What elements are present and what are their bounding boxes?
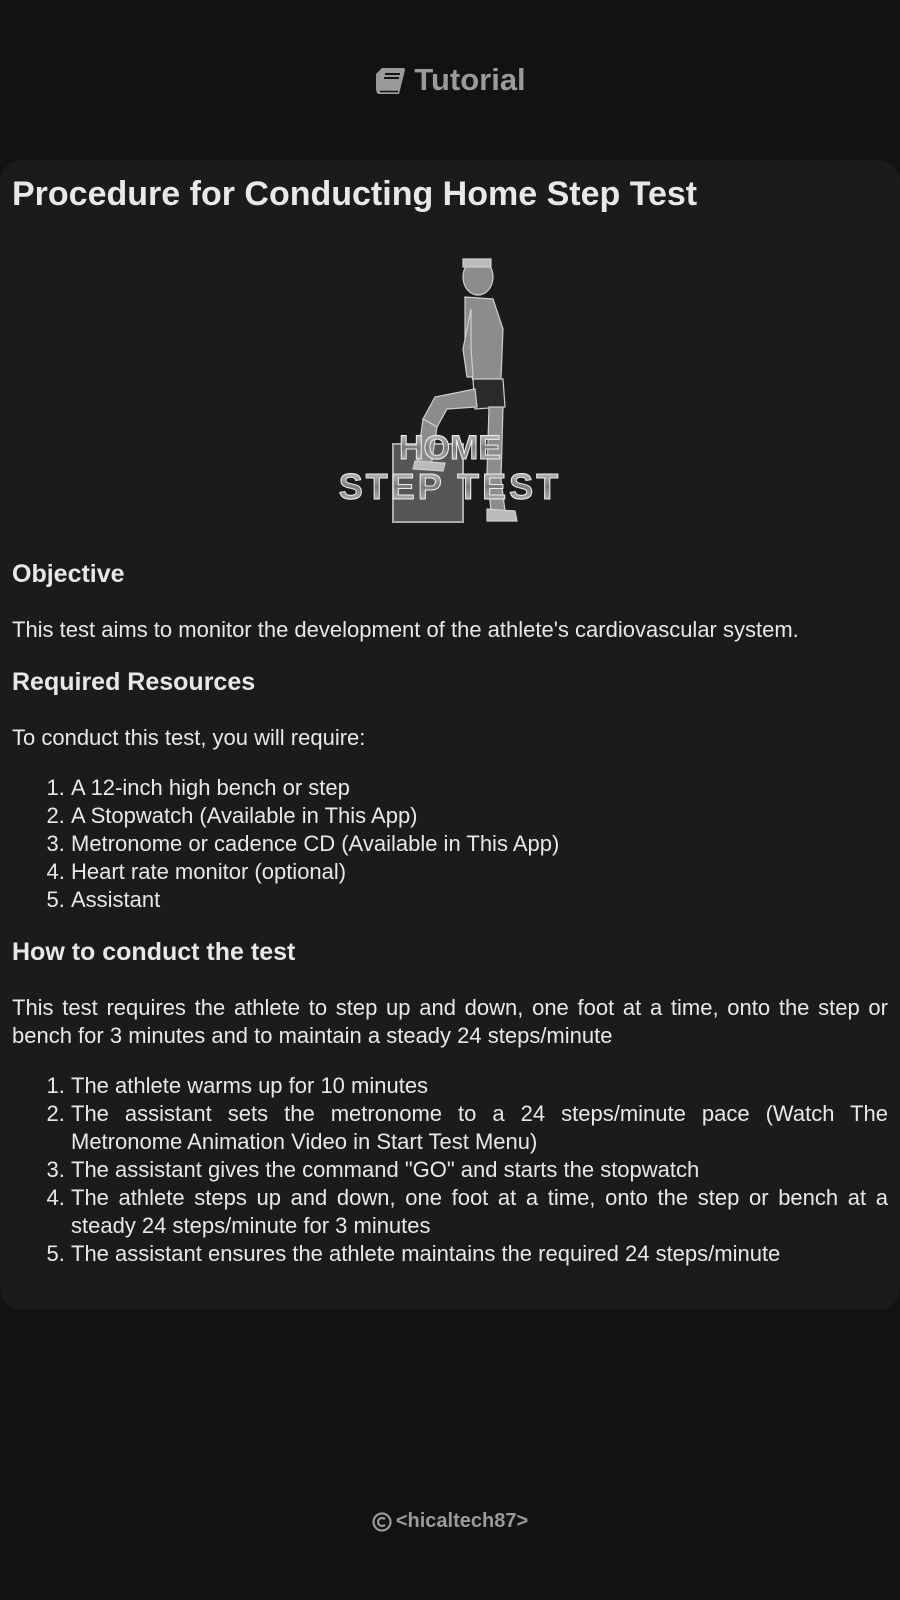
resources-list [12,774,888,914]
tutorial-card[interactable] [0,160,900,1310]
list-item: 2. The assistant sets the metronome to a 24 steps/minute pace (Watch The Metronome Animation Video in Start Test Menu) [71,1100,888,1156]
list-item: 1. The athlete warms up for 10 minutes [71,1072,888,1100]
list-item: 1. A 12-inch high bench or step [71,774,888,802]
list-item: 4. Heart rate monitor (optional) [71,858,888,886]
home-step-test-logo [0,246,900,536]
footer-text: <hicaltech87> [395,1510,529,1532]
resources-intro: To conduct this test, you will require: [12,725,366,750]
book-icon [374,66,406,96]
list-item: 3. Metronome or cadence CD (Available in This App) [71,830,888,858]
list-item: 2. A Stopwatch (Available in This App) [71,802,888,830]
objective-text: This test aims to monitor the development of the athlete's cardiovascular system. [12,617,799,642]
objective-heading: Objective [12,560,125,588]
list-item: 4. The athlete steps up and down, one foot at a time, onto the step or bench at a steady 24 steps/minute for 3 minutes [71,1184,888,1240]
logo-text-step-test: STEP TEST [338,465,562,507]
page-title: Tutorial [414,62,526,97]
page-header [0,0,900,160]
howto-intro: This test requires the athlete to step up and down, one foot at a time, onto the step or bench for 3 minutes and to maintain a steady 24 steps/minute [12,995,888,1048]
howto-steps [12,1072,888,1268]
copyright-icon [372,1512,392,1532]
list-item: 5. Assistant [71,886,888,914]
logo-text-home: HOME [399,428,501,467]
howto-heading: How to conduct the test [12,938,296,966]
list-item: 5. The assistant ensures the athlete maintains the required 24 steps/minute [71,1240,888,1268]
resources-heading: Required Resources [12,668,256,696]
list-item: 3. The assistant gives the command "GO" and starts the stopwatch [71,1156,888,1184]
tutorial-title: Procedure for Conducting Home Step Test [12,175,698,213]
footer [0,1510,900,1533]
